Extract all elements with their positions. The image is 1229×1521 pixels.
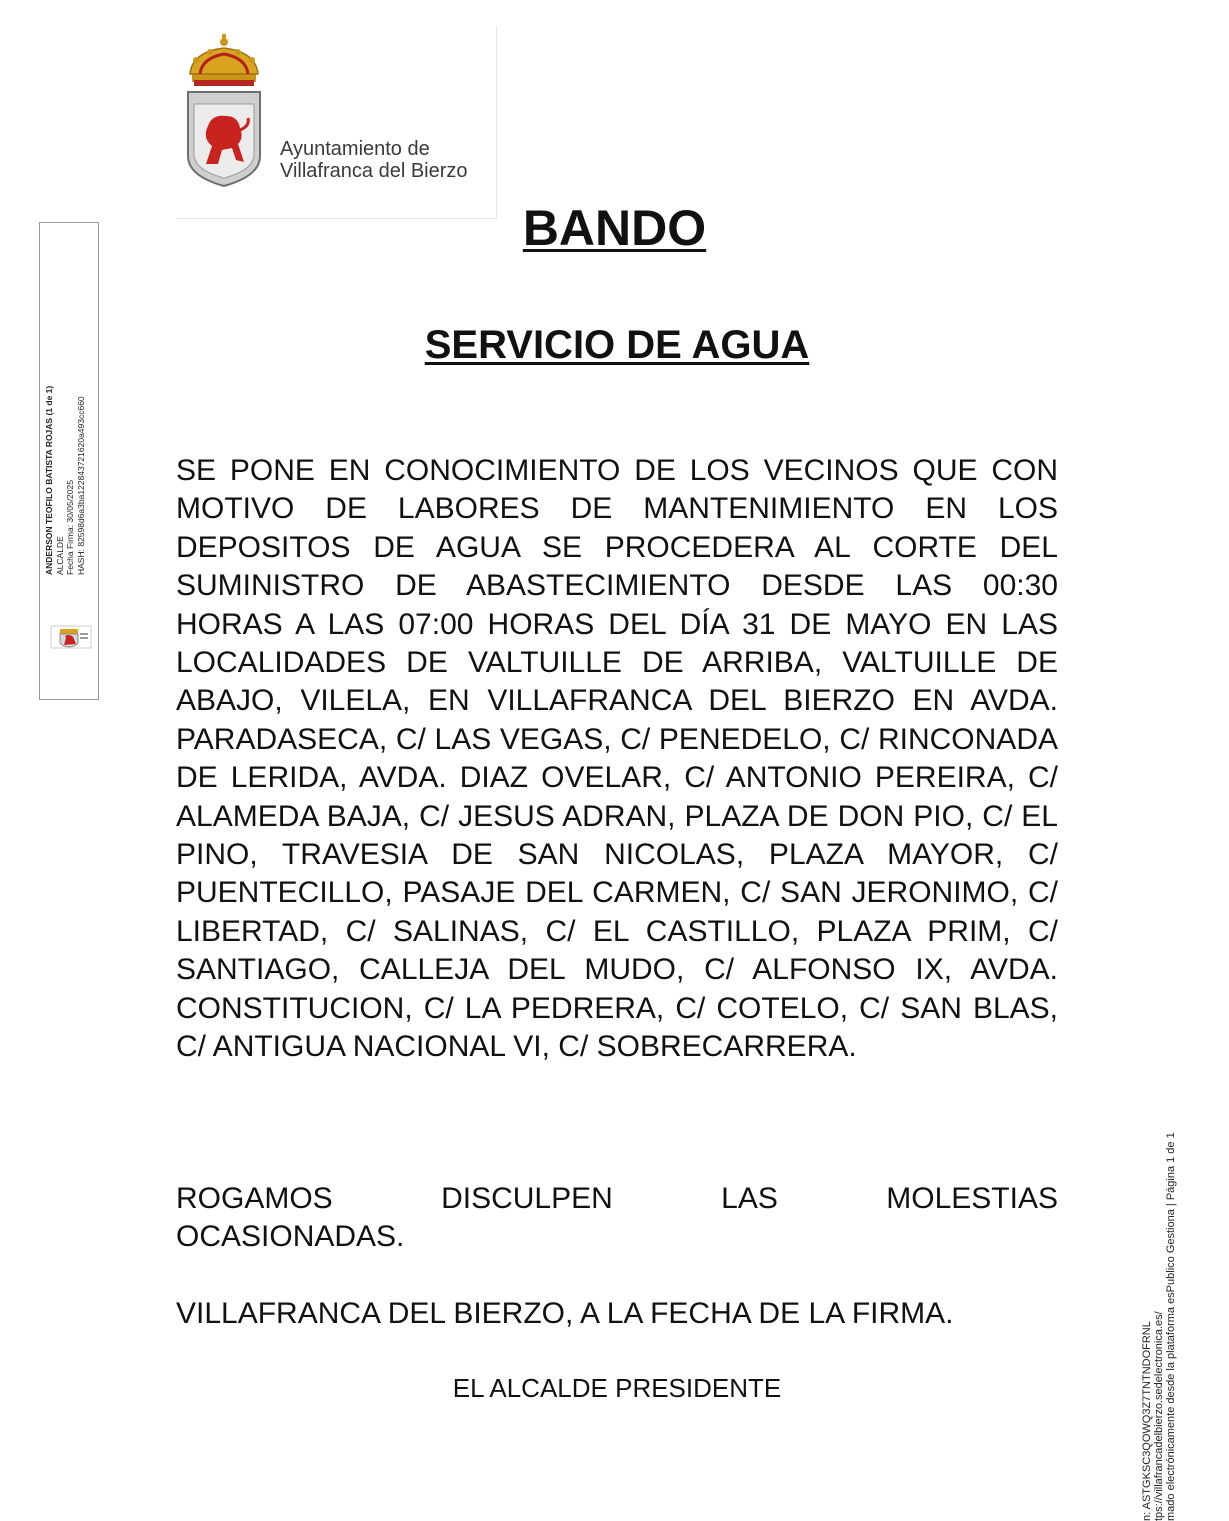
apology-word: MOLESTIAS (886, 1182, 1058, 1215)
notice-body: SE PONE EN CONOCIMIENTO DE LOS VECINOS QUE CON MOTIVO DE LABORES DE MANTENIMIENTO EN LOS DEPOSITOS DE AGUA SE PROCEDERA AL CORTE DEL SUMINISTRO DE ABASTECIMIENTO DESDE LAS 00:30 HORAS A LAS 07:00 HORAS DEL DÍA 31 DE MAYO EN LAS LOCALIDADES DE VALTUILLE DE ARRIBA, VALTUILLE DE ABAJO, VILELA, EN VILLAFRANCA DEL BIERZO EN AVDA. PARADASECA, C/ LAS VEGAS, C/ PENEDELO, C/ RINCONADA DE LERIDA, AVDA. DIAZ OVELAR, C/ ANTONIO PEREIRA, C/ ALAMEDA BAJA, C/ JESUS ADRAN, PLAZA DE DON PIO, C/ EL PINO, TRAVESIA DE SAN NICOLAS, PLAZA MAYOR, C/ PUENTECILLO, PASAJE DEL CARMEN, C/ SAN JERONIMO, C/ LIBERTAD, C/ SALINAS, C/ EL CASTILLO, PLAZA PRIM, C/ SANTIAGO, CALLEJA DEL MUDO, C/ ALFONSO IX, AVDA. CONSTITUCION, C/ LA PEDRERA, C/ COTELO, C/ SAN BLAS, C/ ANTIGUA NACIONAL VI, C/ SOBRECARRERA. (176, 454, 1058, 1064)
municipality-name (280, 138, 468, 182)
apology-line-1 (176, 1180, 1058, 1218)
org-line-1: Ayuntamiento de (280, 138, 430, 160)
apology-line-2: OCASIONADAS. (176, 1220, 405, 1254)
signature-details (44, 335, 86, 575)
apology-word: DISCULPEN (441, 1182, 613, 1215)
signature-hash: HASH: 82598d6a3ba122843721620a493cc660 (75, 396, 86, 575)
signer-role: ALCALDE (54, 536, 65, 575)
verification-code: n: ASTGKSC3QOWQ3Z7TNTNDOFRNL (1141, 1321, 1153, 1521)
apology-paragraph (176, 1180, 1058, 1257)
subtitle-text: SERVICIO DE AGUA (424, 323, 810, 367)
apology-word: ROGAMOS (176, 1182, 333, 1215)
title-text: BANDO (522, 200, 707, 256)
signer-title: EL ALCALDE PRESIDENTE (452, 1373, 782, 1403)
municipal-logo-block (176, 26, 497, 219)
small-coat-of-arms-icon (50, 625, 92, 649)
apology-word: LAS (721, 1182, 778, 1215)
verification-platform: mado electrónicamente desde la plataforma esPublico Gestiona | Página 1 de 1 (1165, 1132, 1177, 1521)
verification-url: tps://villafrancadelbierzo.sedelectronica.es/ (1153, 1311, 1165, 1521)
verification-footer (1141, 1061, 1177, 1521)
coat-of-arms-icon (182, 30, 266, 190)
signer-name: ANDERSON TEOFILO BATISTA ROJAS (1 de 1) (44, 385, 54, 575)
org-line-2: Villafranca del Bierzo (280, 160, 468, 182)
signature-date: Fecha Firma: 30/05/2025 (65, 480, 75, 575)
place-and-date: VILLAFRANCA DEL BIERZO, A LA FECHA DE LA FIRMA. (176, 1297, 954, 1330)
document-subtitle (0, 321, 1229, 369)
document-title (0, 198, 1229, 258)
